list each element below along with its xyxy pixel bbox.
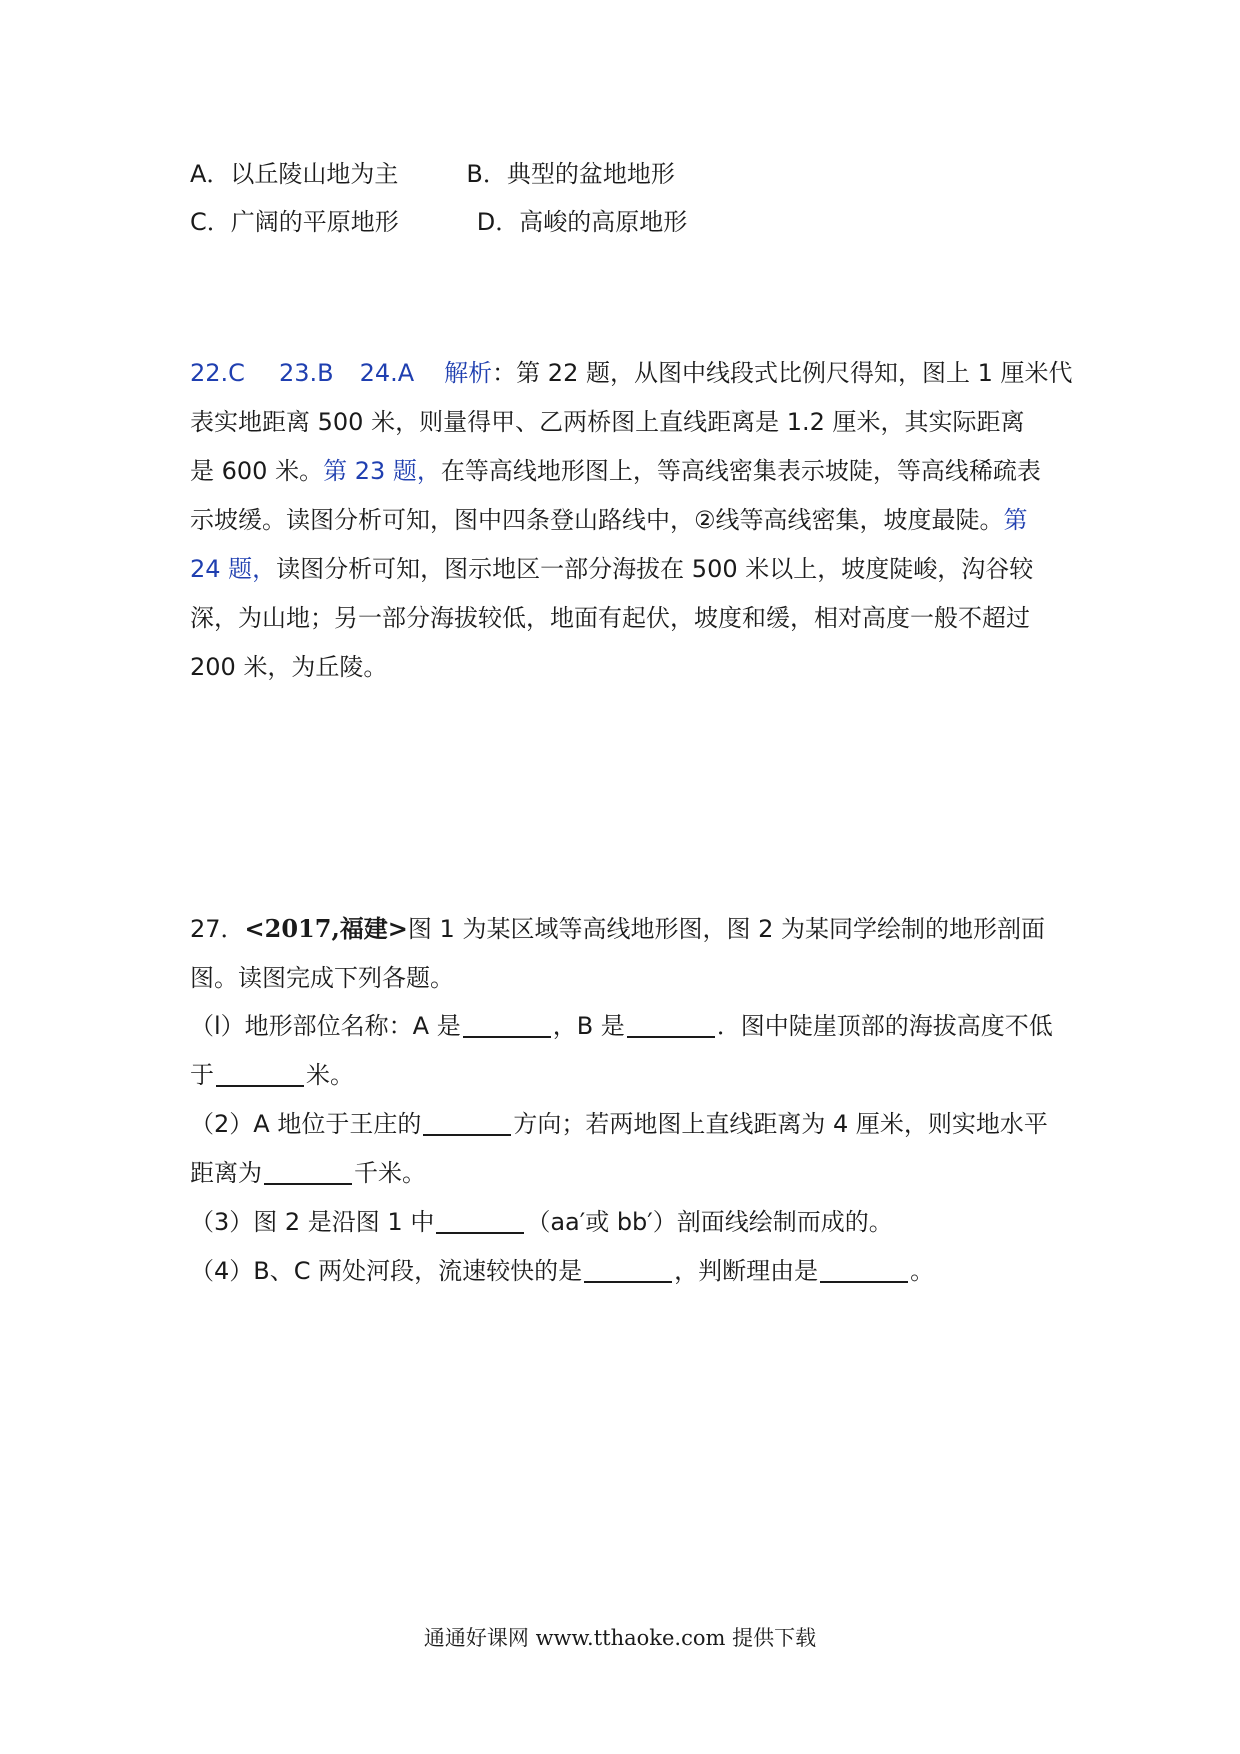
question-text: 图 1 为某区域等高线地形图，图 2 为某同学绘制的地形剖面 <box>407 915 1045 943</box>
answer-line-7 <box>190 651 387 683</box>
subquestion-4 <box>190 1255 934 1287</box>
option-c: C．广阔的平原地形 <box>190 208 399 236</box>
answer-blank-reason[interactable] <box>820 1257 908 1283</box>
option-row-2 <box>190 206 687 238</box>
analysis-question-ref: 第 <box>1003 506 1028 534</box>
answer-blank-b[interactable] <box>627 1012 715 1038</box>
question-line-1 <box>190 913 1045 945</box>
option-b: B．典型的盆地地形 <box>466 160 675 188</box>
answer-line-4 <box>190 504 1028 536</box>
subquestion-1-line-2 <box>190 1059 354 1091</box>
analysis-text: 在等高线地形图上，等高线密集表示坡陡，等高线稀疏表 <box>440 457 1041 485</box>
answer-key-22: 22.C <box>190 359 245 387</box>
analysis-text: 深，为山地；另一部分海拔较低，地面有起伏，坡度和缓，相对高度一般不超过 <box>190 604 1030 632</box>
subquestion-3 <box>190 1206 893 1238</box>
analysis-text: 是 600 米。 <box>190 457 324 485</box>
answer-line-6 <box>190 602 1030 634</box>
question-text: 距离为 <box>190 1159 262 1187</box>
answer-line-5 <box>190 553 1033 585</box>
subquestion-1-line-1 <box>190 1010 1053 1042</box>
question-text: 千米。 <box>354 1159 426 1187</box>
answer-line-3 <box>190 455 1041 487</box>
analysis-label: 解析 <box>444 359 493 387</box>
question-text: 方向；若两地图上直线距离为 4 厘米，则实地水平 <box>513 1110 1048 1138</box>
question-source: <2017,福建> <box>244 914 408 943</box>
question-text: 于 <box>190 1061 214 1089</box>
question-text: ．图中陡崖顶部的海拔高度不低 <box>716 1012 1053 1040</box>
analysis-text: 200 米，为丘陵。 <box>190 653 388 681</box>
answer-key-24: 24.A <box>359 359 415 387</box>
answer-blank-cliff-height[interactable] <box>216 1061 304 1087</box>
answer-blank-a[interactable] <box>463 1012 551 1038</box>
analysis-question-ref: 第 23 题， <box>323 457 441 485</box>
question-text: 。 <box>910 1257 935 1285</box>
question-text: （l）地形部位名称：A 是 <box>190 1012 461 1040</box>
option-row-1 <box>190 158 675 190</box>
answer-blank-faster-river[interactable] <box>584 1257 672 1283</box>
answer-blank-distance[interactable] <box>264 1159 352 1185</box>
option-d: D．高峻的高原地形 <box>476 208 688 236</box>
analysis-text: 示坡缓。读图分析可知，图中四条登山路线中，②线等高线密集，坡度最陡。 <box>190 506 1004 534</box>
question-text: （4）B、C 两处河段，流速较快的是 <box>190 1257 583 1285</box>
question-text: （3）图 2 是沿图 1 中 <box>190 1208 435 1236</box>
answer-line-1 <box>190 357 1073 389</box>
question-line-2 <box>190 962 454 994</box>
question-text: 米。 <box>306 1061 354 1089</box>
answer-blank-profile-line[interactable] <box>436 1208 524 1234</box>
subquestion-2-line-2 <box>190 1157 426 1189</box>
subquestion-2-line-1 <box>190 1108 1048 1140</box>
question-text: （aa′或 bb′）剖面线绘制而成的。 <box>526 1208 893 1236</box>
answer-key-23: 23.B <box>278 359 334 387</box>
analysis-question-ref: 24 题， <box>190 555 277 583</box>
option-a: A．以丘陵山地为主 <box>190 160 399 188</box>
question-text: 图。读图完成下列各题。 <box>190 964 454 992</box>
question-text: ，B 是 <box>552 1012 625 1040</box>
analysis-text: 表实地距离 500 米，则量得甲、乙两桥图上直线距离是 1.2 厘米，其实际距离 <box>190 408 1025 436</box>
analysis-text: ：第 22 题，从图中线段式比例尺得知，图上 1 厘米代 <box>492 359 1073 387</box>
question-text: ，判断理由是 <box>674 1257 819 1285</box>
answer-blank-direction[interactable] <box>423 1110 511 1136</box>
answer-line-2 <box>190 406 1025 438</box>
page-footer: 通通好课网 www.tthaoke.com 提供下载 <box>423 1626 817 1650</box>
question-number: 27． <box>190 915 245 943</box>
analysis-text: 读图分析可知，图示地区一部分海拔在 500 米以上，坡度陡峻，沟谷较 <box>276 555 1034 583</box>
question-text: （2）A 地位于王庄的 <box>190 1110 422 1138</box>
